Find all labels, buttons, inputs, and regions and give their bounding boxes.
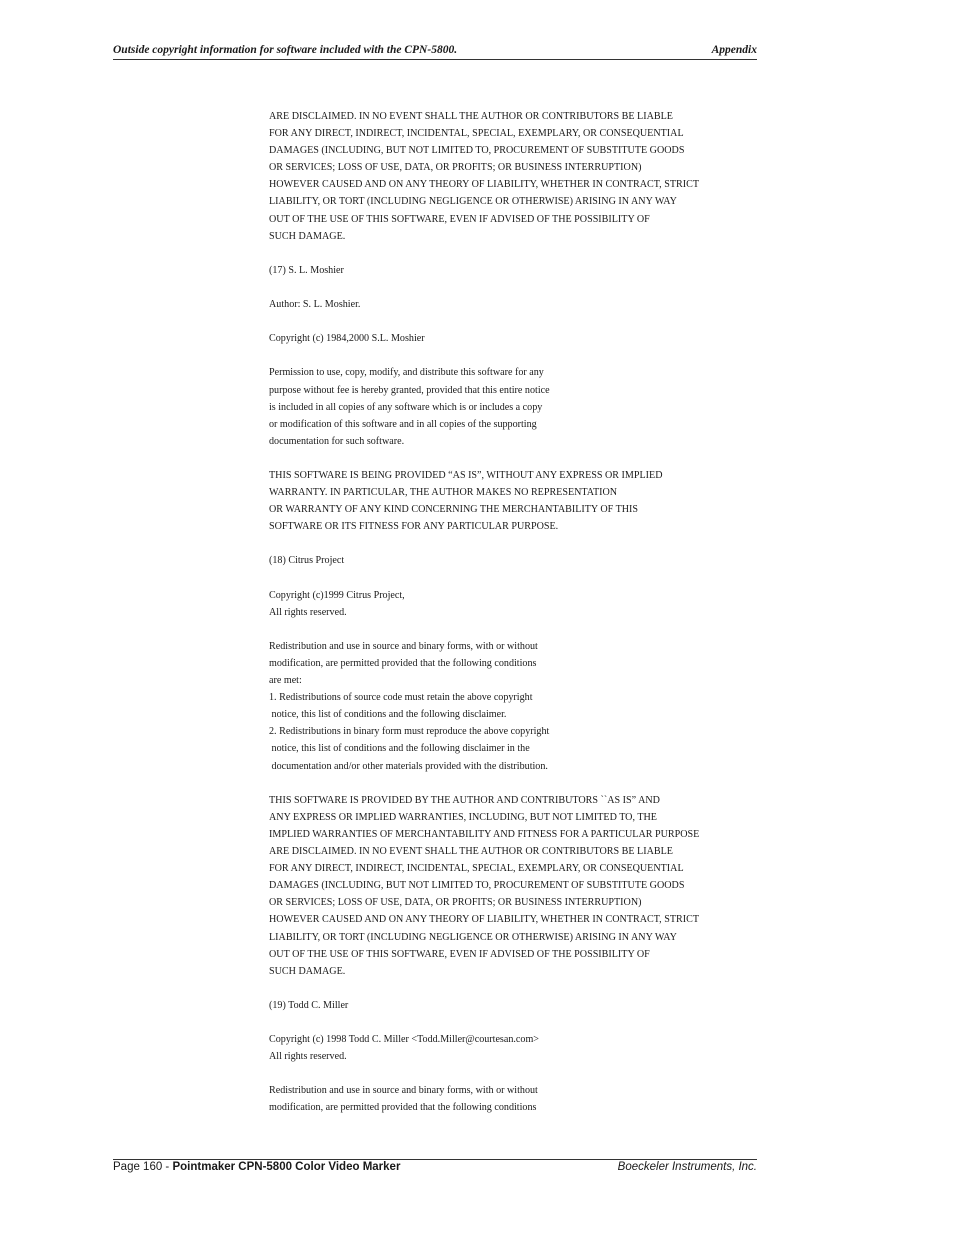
text-line: (18) Citrus Project xyxy=(269,555,345,567)
text-line: HOWEVER CAUSED AND ON ANY THEORY OF LIABILITY, WHETHER IN CONTRACT, STRICT xyxy=(269,179,700,191)
text-line: 1. Redistributions of source code must retain the above copyright xyxy=(269,692,533,704)
text-line: OR SERVICES; LOSS OF USE, DATA, OR PROFITS; OR BUSINESS INTERRUPTION) xyxy=(269,162,642,174)
page-header xyxy=(113,43,757,60)
text-line: FOR ANY DIRECT, INDIRECT, INCIDENTAL, SPECIAL, EXEMPLARY, OR CONSEQUENTIAL xyxy=(269,863,684,875)
text-line: DAMAGES (INCLUDING, BUT NOT LIMITED TO, PROCUREMENT OF SUBSTITUTE GOODS xyxy=(269,145,685,157)
text-line: LIABILITY, OR TORT (INCLUDING NEGLIGENCE OR OTHERWISE) ARISING IN ANY WAY xyxy=(269,196,677,208)
footer-product-name: Pointmaker CPN-5800 Color Video Marker xyxy=(172,1161,401,1173)
header-section: Appendix xyxy=(711,44,757,56)
blank-line xyxy=(269,980,749,997)
text-line: (17) S. L. Moshier xyxy=(269,264,344,276)
text-line: modification, are permitted provided that the following conditions xyxy=(269,1102,537,1114)
text-line: Copyright (c)1999 Citrus Project, xyxy=(269,589,405,601)
text-line: modification, are permitted provided that the following conditions xyxy=(269,658,537,669)
text-line: Author: S. L. Moshier. xyxy=(269,299,361,311)
text-line: ARE DISCLAIMED. IN NO EVENT SHALL THE AUTHOR OR CONTRIBUTORS BE LIABLE xyxy=(269,111,673,122)
text-line: Redistribution and use in source and binary forms, with or without xyxy=(269,640,538,652)
text-line: Redistribution and use in source and binary forms, with or without xyxy=(269,1085,538,1097)
text-line: OR SERVICES; LOSS OF USE, DATA, OR PROFITS; OR BUSINESS INTERRUPTION) xyxy=(269,897,642,909)
blank-line xyxy=(269,535,749,552)
text-line: THIS SOFTWARE IS PROVIDED BY THE AUTHOR AND CONTRIBUTORS ``AS IS” AND xyxy=(269,794,660,806)
blank-line xyxy=(269,1014,749,1031)
blank-line xyxy=(269,1065,749,1082)
text-line: Permission to use, copy, modify, and distribute this software for any xyxy=(269,367,544,379)
text-line: All rights reserved. xyxy=(269,606,347,618)
header-title: Outside copyright information for software included with the CPN-5800. xyxy=(113,44,458,56)
license-text-body xyxy=(269,108,749,1117)
text-line: documentation for such software. xyxy=(269,435,405,447)
text-line: THIS SOFTWARE IS BEING PROVIDED “AS IS”, WITHOUT ANY EXPRESS OR IMPLIED xyxy=(269,469,663,481)
blank-line xyxy=(269,775,749,792)
blank-line xyxy=(269,347,749,364)
blank-line xyxy=(269,245,749,262)
text-line: OUT OF THE USE OF THIS SOFTWARE, EVEN IF ADVISED OF THE POSSIBILITY OF xyxy=(269,948,650,960)
text-line: 2. Redistributions in binary form must reproduce the above copyright xyxy=(269,726,550,738)
text-line: Copyright (c) 1998 Todd C. Miller <Todd.Miller@courtesan.com> xyxy=(269,1034,539,1046)
text-line: notice, this list of conditions and the following disclaimer. xyxy=(269,709,507,721)
text-line: or modification of this software and in all copies of the supporting xyxy=(269,418,537,430)
text-line: (19) Todd C. Miller xyxy=(269,999,349,1011)
blank-line xyxy=(269,621,749,638)
text-line: HOWEVER CAUSED AND ON ANY THEORY OF LIABILITY, WHETHER IN CONTRACT, STRICT xyxy=(269,914,700,926)
footer-company: Boeckeler Instruments, Inc. xyxy=(617,1161,757,1173)
text-line: FOR ANY DIRECT, INDIRECT, INCIDENTAL, SPECIAL, EXEMPLARY, OR CONSEQUENTIAL xyxy=(269,128,684,140)
text-line: are met: xyxy=(269,675,302,687)
page-footer xyxy=(113,1159,757,1176)
blank-line xyxy=(269,570,749,587)
text-line: is included in all copies of any software which is or includes a copy xyxy=(269,401,543,413)
text-line: LIABILITY, OR TORT (INCLUDING NEGLIGENCE OR OTHERWISE) ARISING IN ANY WAY xyxy=(269,931,677,943)
text-line: OUT OF THE USE OF THIS SOFTWARE, EVEN IF ADVISED OF THE POSSIBILITY OF xyxy=(269,213,650,225)
blank-line xyxy=(269,450,749,467)
text-line: SUCH DAMAGE. xyxy=(269,230,346,242)
text-line: DAMAGES (INCLUDING, BUT NOT LIMITED TO, PROCUREMENT OF SUBSTITUTE GOODS xyxy=(269,880,685,892)
text-line: WARRANTY. IN PARTICULAR, THE AUTHOR MAKES NO REPRESENTATION xyxy=(269,487,618,499)
text-line: ANY EXPRESS OR IMPLIED WARRANTIES, INCLUDING, BUT NOT LIMITED TO, THE xyxy=(269,811,657,823)
blank-line xyxy=(269,313,749,330)
text-line: SOFTWARE OR ITS FITNESS FOR ANY PARTICULAR PURPOSE. xyxy=(269,521,559,533)
text-line: IMPLIED WARRANTIES OF MERCHANTABILITY AND FITNESS FOR A PARTICULAR PURPOSE xyxy=(269,828,700,840)
text-line: OR WARRANTY OF ANY KIND CONCERNING THE MERCHANTABILITY OF THIS xyxy=(269,504,639,516)
footer-page-label xyxy=(113,1161,400,1173)
text-line: All rights reserved. xyxy=(269,1051,347,1063)
text-line: documentation and/or other materials provided with the distribution. xyxy=(269,760,548,772)
text-line: Copyright (c) 1984,2000 S.L. Moshier xyxy=(269,333,425,345)
blank-line xyxy=(269,279,749,296)
text-line: ARE DISCLAIMED. IN NO EVENT SHALL THE AUTHOR OR CONTRIBUTORS BE LIABLE xyxy=(269,846,673,858)
text-line: notice, this list of conditions and the following disclaimer in the xyxy=(269,743,530,755)
text-line: SUCH DAMAGE. xyxy=(269,965,346,977)
text-line: purpose without fee is hereby granted, provided that this entire notice xyxy=(269,384,550,396)
footer-page-number: Page 160 - xyxy=(113,1161,173,1173)
